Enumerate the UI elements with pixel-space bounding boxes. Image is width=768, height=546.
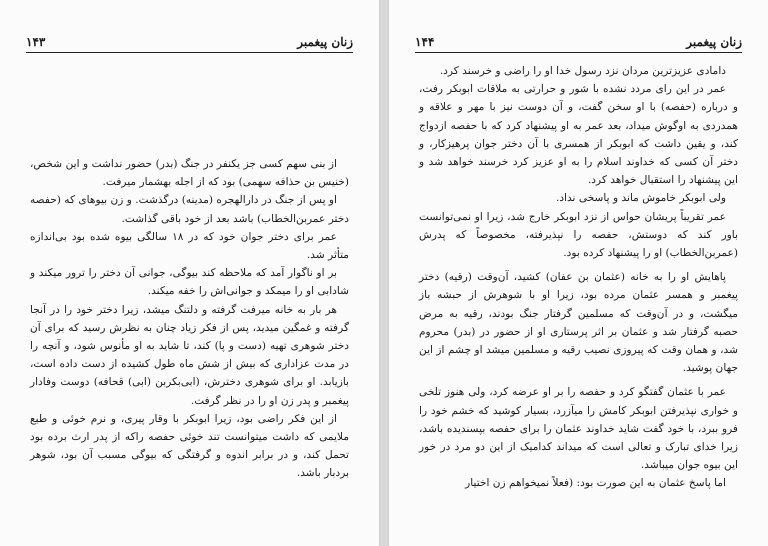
paragraph: از این فکر راضی بود، زیرا ابوبکر با وقار پیری، و نرم خوئی و طبع ملایمی که داشت میتوانست تند خوئی حفصه راکه از پدر ارث برده بود تحمل کند، و در برابر اندوه و گرفتگی که بیوگی مسبب آن بود، شوهر بردبار باشد. bbox=[30, 412, 349, 480]
paragraph: هر بار به خانه میرفت گرفته و دلتنگ میشد، زیرا دختر خود را در آنجا گرفته و غمگین میدید، پس از فکر زیاد چنان به نظرش رسید که برای آن دختر شوهری تهیه (دست و پا) کند، تا شاید به او مأنوس شود، و آنچه را در مدت عزاداری که بیش از شش ماه طول کشیده از دست داده است، بازیابد. او برای شوهری دخترش، (ابی‌بکربن (ابی) قحافه) دوست وفادار پیغمبر و پدر زن او را در نظر گرفت. bbox=[30, 303, 349, 407]
paragraph: بر او ناگوار آمد که ملاحظه کند بیوگی، جوانی آن دختر را ترور میکند و شادابی او را میمکد و جوانی‌اش را خفه میکند. bbox=[30, 267, 349, 298]
paragraph: ولی ابوبکر خاموش ماند و پاسخی نداد. bbox=[555, 192, 726, 205]
right-page-header bbox=[415, 30, 742, 53]
left-page bbox=[0, 0, 380, 546]
paragraph: دامادی عزیزترین مردان نزد رسول خدا او را راضی و خرسند کرد. bbox=[439, 65, 726, 77]
paragraph: عمر تقریباً پریشان حواس از نزد ابوبکر خارج شد، زیرا او نمی‌توانست باور کند که دوستش، حفصه را نپذیرفته، مخصوصاً که پدرش (عمربن‌الخطاب) او را پیشنهاد کرده بود. bbox=[419, 210, 738, 260]
paragraph: او پس از جنگ در دارالهجره (مدینه) درگذشت. و زن بیوهای که (حفصه دختر عمربن‌الخطاب) باشد بعد از خود باقی گذاشت. bbox=[30, 194, 349, 225]
paragraph: پاهایش او را به خانه (عثمان بن عفان) کشید، آن‌وقت (رقیه) دختر پیغمبر و همسر عثمان مرده بود، زیرا او با شوهرش از حبشه باز میگشت، و در آن‌وقت که مسلمین گرفتار جنگ بودند، رقیه به مرض حصبه گرفتار شد و عثمان بر اثر پرستاری او از حضور در (بدر) محروم شد، و همان وقت که پیروزی نصیب رقیه و مسلمین میشد او چشم از این جهان پوشید. bbox=[419, 271, 738, 375]
page-number: ۱۴۴ bbox=[415, 35, 435, 49]
book-gutter bbox=[380, 0, 388, 546]
right-page bbox=[388, 0, 768, 546]
paragraph: عمر برای دختر جوان خود که در ۱۸ سالگی بیوه شده بود بی‌اندازه متأثر شد. bbox=[30, 230, 349, 262]
paragraph: از بنی سهم کسی جز یکنفر در جنگ (بدر) حضور نداشت و این شخص، (خنیس بن حذافه سهمی) بود که از اجله بهشمار میرفت. bbox=[30, 158, 349, 189]
paragraph: اما پاسخ عثمان به این صورت بود: (فعلاً نمیخواهم زن اختیار bbox=[465, 477, 726, 490]
running-title: زنان پیغمبر bbox=[686, 35, 742, 49]
running-title: زنان پیغمبر bbox=[297, 35, 353, 49]
left-page-header bbox=[26, 30, 353, 53]
right-page-body bbox=[419, 62, 738, 493]
left-page-body bbox=[30, 155, 349, 483]
paragraph: عمر در این رای مردد نشده با شور و حرارتی به ملاقات ابوبکر رفت، و درباره (حفصه) با او سخن گفت، و آن دوست نیز با مهر و علاقه و همدردی به اوگوش میداد، بعد عمر به او پیشنهاد کرد که با حفصه ازدواج کند، و یقین داشت که ابوبکر از همسری با آن دختر جوان پرهیزکار، و دختر آن کسی که خداوند اسلام را به او عزیز کرد خرسند خواهد شد و این پیشنهاد را استقبال خواهد کرد. bbox=[419, 83, 738, 187]
paragraph: عمر با عثمان گفتگو کرد و حفصه را بر او عرضه کرد، ولی هنوز تلخی و خواری نپذیرفتن ابوبکر کامش را میآزرد، بسیار کوشید که خشم خود را فرو ببرد، با خود گفت شاید خداوند عثمان را برای حفصه بپسندیده باشد، زیرا خدای تبارک و تعالی است که میداند کدامیک از این دو مرد در خور این بیوه جوان میباشد. bbox=[419, 386, 738, 472]
page-number: ۱۴۳ bbox=[26, 35, 46, 49]
